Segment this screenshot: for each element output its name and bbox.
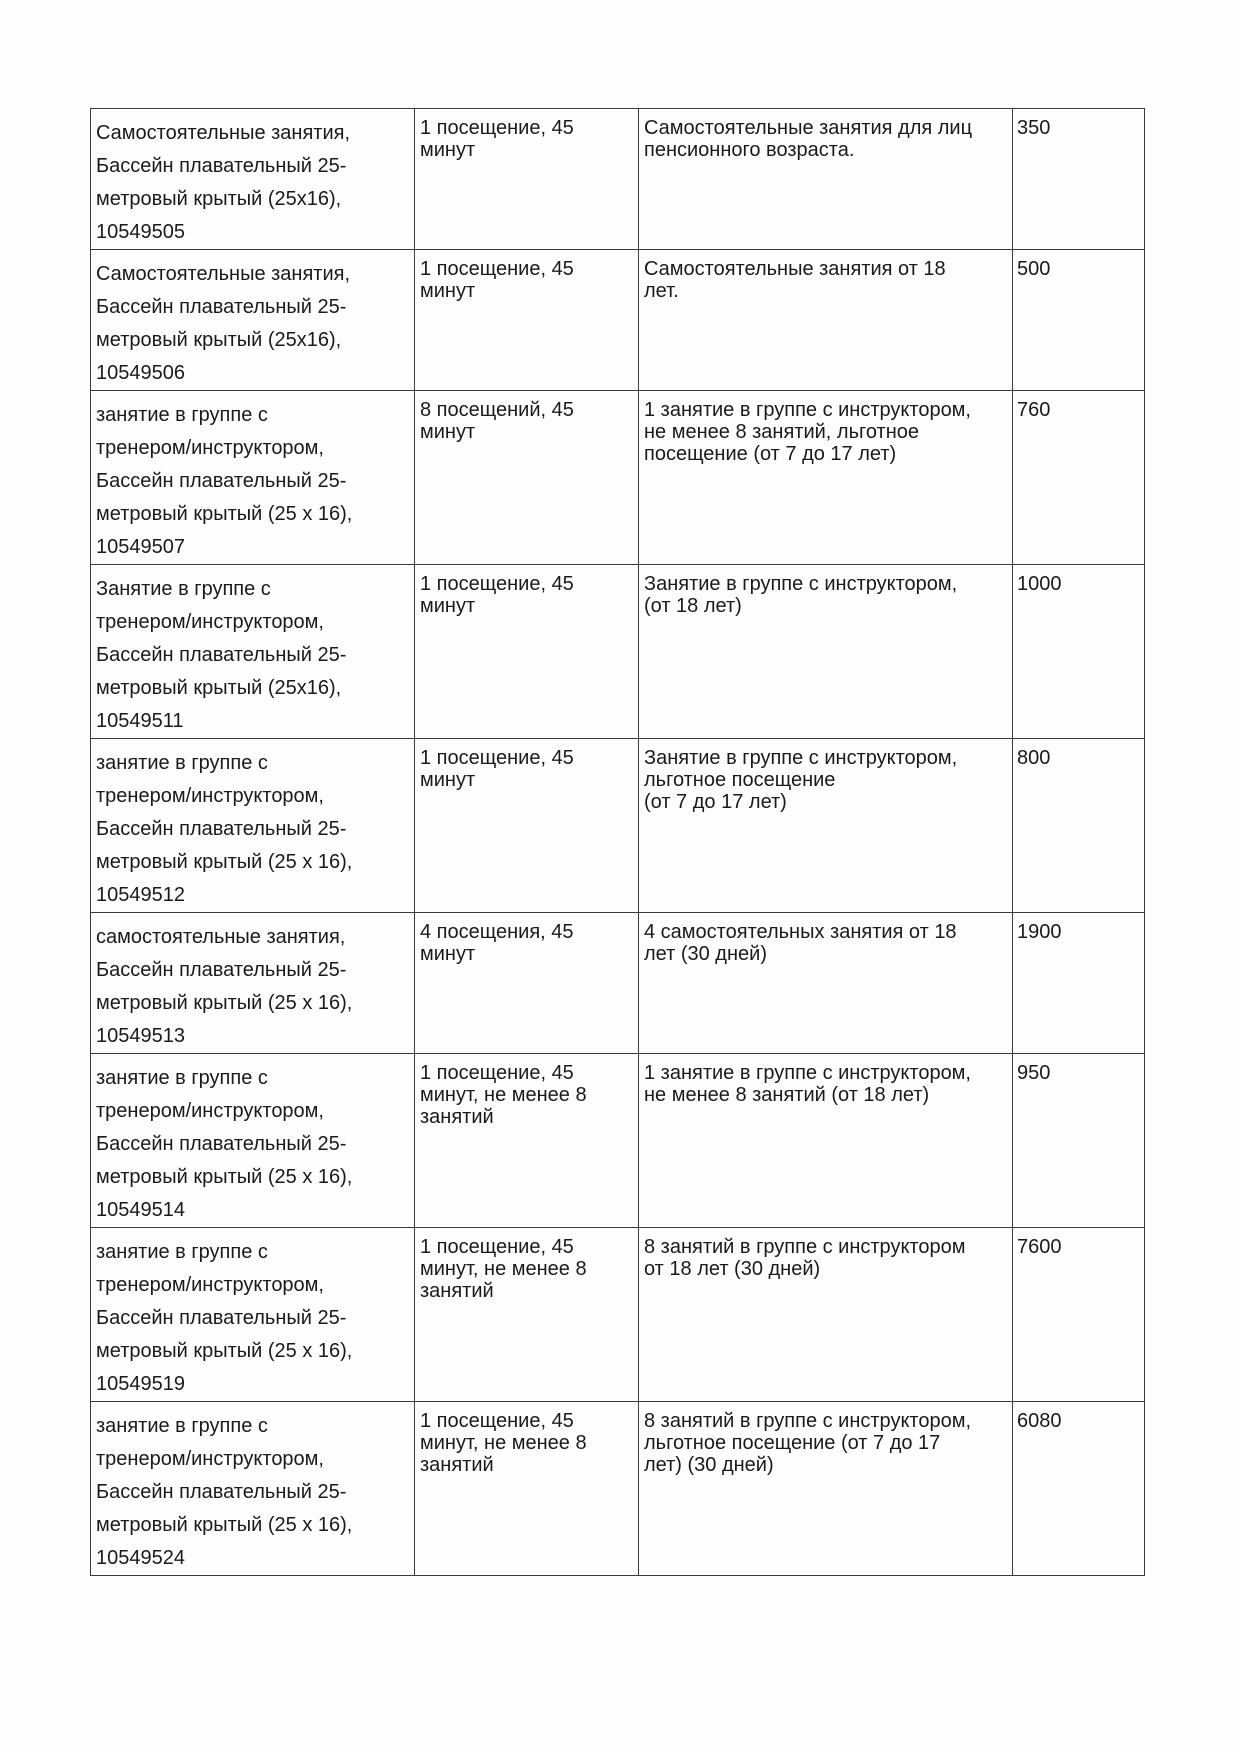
price-cell xyxy=(1013,913,1145,1054)
service-name-cell xyxy=(91,109,415,250)
price-cell xyxy=(1013,1402,1145,1576)
description: Самостоятельные занятия для лиц пенсионного возраста. xyxy=(644,117,973,161)
table-row xyxy=(91,565,1145,739)
service-name-cell xyxy=(91,739,415,913)
price: 6080 xyxy=(1017,1410,1062,1432)
duration: 4 посещения, 45 минут xyxy=(420,921,574,965)
price-cell xyxy=(1013,1228,1145,1402)
price-cell xyxy=(1013,739,1145,913)
price: 1900 xyxy=(1017,921,1062,943)
price: 1000 xyxy=(1017,573,1062,595)
price: 7600 xyxy=(1017,1236,1062,1258)
description-cell xyxy=(639,391,1013,565)
table-row xyxy=(91,913,1145,1054)
service-name: Самостоятельные занятия, Бассейн плавательный 25- метровый крытый (25x16), 10549505 xyxy=(96,122,351,243)
price: 760 xyxy=(1017,399,1051,421)
service-name-cell xyxy=(91,913,415,1054)
service-name-cell xyxy=(91,1054,415,1228)
price-table xyxy=(90,108,1145,1576)
description: 1 занятие в группе с инструктором, не менее 8 занятий, льготное посещение (от 7 до 17 лет) xyxy=(644,399,971,465)
description-cell xyxy=(639,565,1013,739)
service-name: занятие в группе с тренером/инструктором, Бассейн плавательный 25- метровый крытый (25 х 16), 10549507 xyxy=(96,404,353,558)
service-name-cell xyxy=(91,250,415,391)
table-row xyxy=(91,391,1145,565)
table-row xyxy=(91,1228,1145,1402)
description-cell xyxy=(639,1402,1013,1576)
description: Занятие в группе с инструктором, (от 18 лет) xyxy=(644,573,958,617)
duration-cell xyxy=(415,1402,639,1576)
price: 350 xyxy=(1017,117,1051,139)
description-cell xyxy=(639,250,1013,391)
duration: 1 посещение, 45 минут xyxy=(420,258,574,302)
duration: 8 посещений, 45 минут xyxy=(420,399,574,443)
table-row xyxy=(91,1402,1145,1576)
duration: 1 посещение, 45 минут, не менее 8 занятий xyxy=(420,1062,587,1128)
table-row xyxy=(91,1054,1145,1228)
service-name: занятие в группе с тренером/инструктором, Бассейн плавательный 25- метровый крытый (25 х 16), 10549519 xyxy=(96,1241,353,1395)
description: 4 самостоятельных занятия от 18 лет (30 дней) xyxy=(644,921,957,965)
duration: 1 посещение, 45 минут xyxy=(420,747,574,791)
price: 800 xyxy=(1017,747,1051,769)
price-cell xyxy=(1013,391,1145,565)
description: Занятие в группе с инструктором, льготное посещение (от 7 до 17 лет) xyxy=(644,747,958,813)
price: 950 xyxy=(1017,1062,1051,1084)
duration-cell xyxy=(415,739,639,913)
price-cell xyxy=(1013,1054,1145,1228)
description: Самостоятельные занятия от 18 лет. xyxy=(644,258,946,302)
service-name: занятие в группе с тренером/инструктором, Бассейн плавательный 25- метровый крытый (25 х 16), 10549524 xyxy=(96,1415,353,1569)
description: 1 занятие в группе с инструктором, не менее 8 занятий (от 18 лет) xyxy=(644,1062,971,1106)
description: 8 занятий в группе с инструктором от 18 лет (30 дней) xyxy=(644,1236,966,1280)
duration-cell xyxy=(415,913,639,1054)
price-cell xyxy=(1013,109,1145,250)
description-cell xyxy=(639,913,1013,1054)
service-name: занятие в группе с тренером/инструктором, Бассейн плавательный 25- метровый крытый (25 х 16), 10549514 xyxy=(96,1067,353,1221)
duration-cell xyxy=(415,250,639,391)
duration: 1 посещение, 45 минут, не менее 8 занятий xyxy=(420,1236,587,1302)
service-name-cell xyxy=(91,391,415,565)
description-cell xyxy=(639,109,1013,250)
service-name-cell xyxy=(91,565,415,739)
duration-cell xyxy=(415,1054,639,1228)
service-name: Занятие в группе с тренером/инструктором, Бассейн плавательный 25- метровый крытый (25x16), 10549511 xyxy=(96,578,347,732)
duration-cell xyxy=(415,109,639,250)
description-cell xyxy=(639,1228,1013,1402)
price-cell xyxy=(1013,565,1145,739)
service-name: самостоятельные занятия, Бассейн плавательный 25- метровый крытый (25 х 16), 10549513 xyxy=(96,926,353,1047)
price-cell xyxy=(1013,250,1145,391)
description: 8 занятий в группе с инструктором, льготное посещение (от 7 до 17 лет) (30 дней) xyxy=(644,1410,972,1476)
duration: 1 посещение, 45 минут xyxy=(420,117,574,161)
description-cell xyxy=(639,1054,1013,1228)
duration-cell xyxy=(415,1228,639,1402)
service-name-cell xyxy=(91,1228,415,1402)
price: 500 xyxy=(1017,258,1051,280)
service-name-cell xyxy=(91,1402,415,1576)
service-name: Самостоятельные занятия, Бассейн плавательный 25- метровый крытый (25x16), 10549506 xyxy=(96,263,351,384)
duration: 1 посещение, 45 минут xyxy=(420,573,574,617)
table-row xyxy=(91,739,1145,913)
description-cell xyxy=(639,739,1013,913)
duration: 1 посещение, 45 минут, не менее 8 занятий xyxy=(420,1410,587,1476)
service-name: занятие в группе с тренером/инструктором, Бассейн плавательный 25- метровый крытый (25 х 16), 10549512 xyxy=(96,752,353,906)
duration-cell xyxy=(415,565,639,739)
duration-cell xyxy=(415,391,639,565)
table-row xyxy=(91,109,1145,250)
table-row xyxy=(91,250,1145,391)
